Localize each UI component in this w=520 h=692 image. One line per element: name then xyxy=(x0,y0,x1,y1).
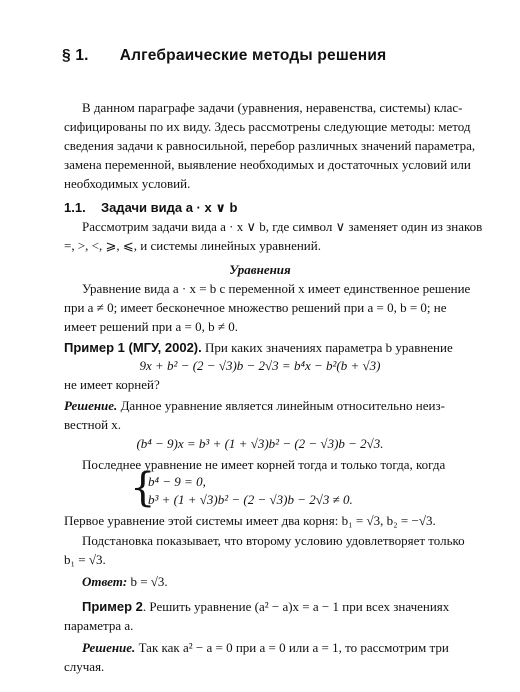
section-title: Алгебраические методы решения xyxy=(119,47,387,64)
example2-solution-line-1 xyxy=(82,640,449,656)
example2-statement xyxy=(82,599,449,615)
example2-text: . Решить уравнение (a² − a)x = a − 1 при всех значениях xyxy=(142,599,450,614)
example1-equation2: (b⁴ − 9)x = b³ + (1 + √3)b² − (2 − √3)b − 2√3. xyxy=(136,436,384,451)
example2-text-2: параметра a. xyxy=(64,618,134,633)
example1-label: Пример 1 xyxy=(64,340,125,355)
example1-answer-line xyxy=(82,574,168,590)
subsection-heading xyxy=(64,200,237,216)
system-line-1: b⁴ − 9 = 0, xyxy=(148,474,206,489)
example2-solution-label: Решение. xyxy=(82,640,136,655)
equations-text-3: имеет решений при a = 0, b ≠ 0. xyxy=(64,319,238,334)
intro-line-2: сифицированы по их виду. Здесь рассмотрены следующие методы: метод xyxy=(64,119,471,134)
equations-text-2: при a ≠ 0; имеет бесконечное множество решений при a = 0, b = 0; не xyxy=(64,300,447,315)
example1-solution-text: Данное уравнение является линейным относительно неиз- xyxy=(117,398,445,413)
equations-text-1: Уравнение вида a · x = b с переменной x имеет единственное решение xyxy=(82,281,471,296)
example1-subst-2: b₁ = √3. xyxy=(64,552,106,567)
example1-text: При каких значениях параметра b уравнение xyxy=(201,340,453,355)
example1-answer: b = √3. xyxy=(127,574,168,589)
example1-equation: 9x + b² − (2 − √3)b − 2√3 = b⁴x − b²(b + √3) xyxy=(139,358,381,373)
system-line-2: b³ + (1 + √3)b² − (2 − √3)b − 2√3 ≠ 0. xyxy=(148,492,353,507)
subsection-number: 1.1. xyxy=(64,200,86,215)
example1-answer-label: Ответ: xyxy=(82,574,128,589)
section-heading xyxy=(62,48,386,64)
example1-statement xyxy=(64,340,453,356)
equations-heading: Уравнения xyxy=(229,262,291,277)
example1-source: (МГУ, 2002). xyxy=(124,340,202,355)
subsection-line-2: =, >, <, ⩾, ⩽, и системы линейных уравнений. xyxy=(64,238,321,253)
section-number: § 1. xyxy=(62,47,89,64)
intro-line-5: необходимых условий. xyxy=(64,176,191,191)
intro-line-4: замена переменной, выявление необходимых и достаточных условий или xyxy=(64,157,471,172)
subsection-title: Задачи вида a · x ∨ b xyxy=(100,200,238,215)
example1-solution-line-1 xyxy=(64,398,445,414)
example1-roots: Первое уравнение этой системы имеет два корня: b₁ = √3, b₂ = −√3. xyxy=(64,513,436,528)
example2-label: Пример 2 xyxy=(82,599,143,614)
example1-solution-line-2: вестной x. xyxy=(64,417,122,432)
example1-after: не имеет корней? xyxy=(64,377,160,392)
example1-condition: Последнее уравнение не имеет корней тогда и только тогда, когда xyxy=(82,457,446,472)
example2-solution-text: Так как a² − a = 0 при a = 0 или a = 1, то рассмотрим три xyxy=(135,640,449,655)
example1-subst-1: Подстановка показывает, что второму условию удовлетворяет только xyxy=(82,533,465,548)
intro-line-3: сведения задачи к равносильной, перебор различных значений параметра, xyxy=(64,138,476,153)
system-brace: { xyxy=(130,465,156,511)
subsection-line-1: Рассмотрим задачи вида a · x ∨ b, где символ ∨ заменяет один из знаков xyxy=(82,219,483,234)
intro-line-1: В данном параграфе задачи (уравнения, неравенства, системы) клас- xyxy=(82,100,463,115)
example1-solution-label: Решение. xyxy=(64,398,118,413)
example2-solution-line-2: случая. xyxy=(64,659,105,674)
